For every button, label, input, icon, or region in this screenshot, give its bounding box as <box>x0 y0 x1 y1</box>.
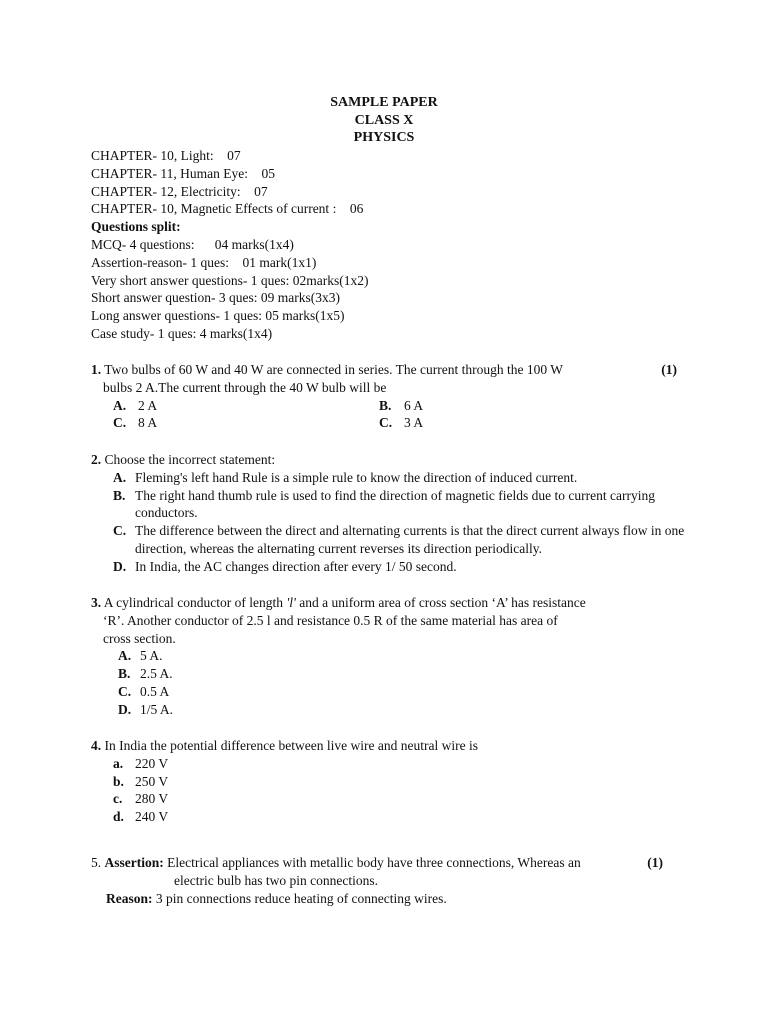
marks-label: (1) <box>661 362 677 377</box>
option-label: a. <box>113 755 124 771</box>
option-b <box>379 397 645 415</box>
option-a <box>113 397 379 415</box>
option-text: The difference between the direct and alternating currents is that the direct current always flow in one direction, whereas the alternating current reverses its direction periodically. <box>135 523 685 556</box>
option-c <box>113 522 691 558</box>
option-label: A. <box>118 648 132 664</box>
assertion-text-cont: electric bulb has two pin connections. <box>174 872 378 888</box>
paper-info <box>91 147 691 343</box>
option-b <box>113 773 691 791</box>
option-label: B. <box>379 397 392 413</box>
options-list <box>91 647 691 718</box>
option-label: c. <box>113 791 123 807</box>
option-text: 5 A. <box>140 648 163 664</box>
option-c-second <box>379 414 645 432</box>
question-1 <box>91 361 691 432</box>
question-text-cont: ‘R’. Another conductor of 2.5 l and resistance 0.5 R of the same material has area of <box>103 612 558 628</box>
chapter-line: CHAPTER- 11, Human Eye: 05 <box>91 165 275 181</box>
question-text-cont: bulbs 2 A.The current through the 40 W bulb will be <box>103 379 387 395</box>
chapter-line: CHAPTER- 10, Magnetic Effects of current : 06 <box>91 201 364 217</box>
title-subject: PHYSICS <box>353 130 415 145</box>
option-label: b. <box>113 773 124 789</box>
option-label: d. <box>113 809 124 825</box>
option-text: 2.5 A. <box>140 666 173 682</box>
length-symbol: 'l' <box>286 595 296 610</box>
option-label: C. <box>113 415 127 431</box>
option-text: The right hand thumb rule is used to find the direction of magnetic fields due to current carrying conductors. <box>135 487 655 521</box>
option-text: 1/5 A. <box>140 701 174 717</box>
option-label: D. <box>118 701 132 717</box>
option-b <box>113 487 691 523</box>
options-row <box>91 397 691 415</box>
title-sample-paper: SAMPLE PAPER <box>330 95 438 110</box>
option-d <box>113 558 691 576</box>
option-text: 3 A <box>404 415 424 431</box>
split-line: Long answer questions- 1 ques: 05 marks(1x5) <box>91 308 345 324</box>
option-c <box>113 414 379 432</box>
question-5 <box>91 854 691 907</box>
question-text: A cylindrical conductor of length <box>103 595 287 610</box>
options-list <box>91 469 691 576</box>
split-line: MCQ- 4 questions: 04 marks(1x4) <box>91 236 294 252</box>
option-d <box>118 701 691 719</box>
option-label: B. <box>118 666 131 682</box>
option-label: C. <box>379 415 393 431</box>
options-list <box>91 755 691 826</box>
option-text: 250 V <box>135 773 169 789</box>
assertion-label: Assertion: <box>104 855 164 870</box>
option-label: C. <box>113 523 127 539</box>
option-c <box>113 790 691 808</box>
option-text: 240 V <box>135 809 169 825</box>
split-line: Case study- 1 ques: 4 marks(1x4) <box>91 325 273 341</box>
chapter-line: CHAPTER- 12, Electricity: 07 <box>91 183 268 199</box>
option-text: In India, the AC changes direction after every 1/ 50 second. <box>135 558 457 574</box>
question-text: In India the potential difference between live wire and neutral wire is <box>104 738 478 753</box>
assertion-text: Electrical appliances with metallic body have three connections, Whereas an <box>167 855 581 870</box>
option-text: 2 A <box>138 397 158 413</box>
option-label: A. <box>113 397 127 413</box>
question-text: Choose the incorrect statement: <box>104 452 276 467</box>
option-text: 0.5 A <box>140 683 170 699</box>
question-text-cont: cross section. <box>103 630 176 646</box>
option-b <box>118 665 691 683</box>
paper-title <box>0 94 768 147</box>
question-number: 5. <box>91 855 102 870</box>
option-a <box>118 647 691 665</box>
option-c <box>118 683 691 701</box>
option-text: 220 V <box>135 755 169 771</box>
option-text: Fleming's left hand Rule is a simple rule to know the direction of induced current. <box>135 469 578 485</box>
question-4 <box>91 737 691 826</box>
question-number: 3. <box>91 595 102 610</box>
option-d <box>113 808 691 826</box>
question-number: 4. <box>91 738 102 753</box>
option-text: 6 A <box>404 397 424 413</box>
reason-text: 3 pin connections reduce heating of connecting wires. <box>155 890 447 906</box>
split-line: Assertion-reason- 1 ques: 01 mark(1x1) <box>91 254 317 270</box>
questions-split-heading: Questions split: <box>91 219 181 235</box>
question-3 <box>91 594 691 719</box>
title-class: CLASS X <box>354 112 414 128</box>
marks-label: (1) <box>647 855 663 870</box>
chapter-line: CHAPTER- 10, Light: 07 <box>91 148 241 163</box>
option-a <box>113 469 691 487</box>
question-2 <box>91 451 691 576</box>
option-text: 8 A <box>138 415 158 431</box>
split-line: Short answer question- 3 ques: 09 marks(3x3) <box>91 290 340 306</box>
question-number: 2. <box>91 452 102 467</box>
question-text: and a uniform area of cross section ‘A’ has resistance <box>295 595 586 610</box>
option-text: 280 V <box>135 791 169 807</box>
option-label: B. <box>113 487 126 503</box>
question-number: 1. <box>91 362 102 377</box>
option-label: D. <box>113 558 127 574</box>
question-text: Two bulbs of 60 W and 40 W are connected in series. The current through the 100 W <box>104 362 563 377</box>
reason-label: Reason: <box>106 890 153 906</box>
option-a <box>113 755 691 773</box>
option-label: C. <box>118 683 132 699</box>
options-row <box>91 414 691 432</box>
option-label: A. <box>113 469 127 485</box>
split-line: Very short answer questions- 1 ques: 02marks(1x2) <box>91 272 369 288</box>
